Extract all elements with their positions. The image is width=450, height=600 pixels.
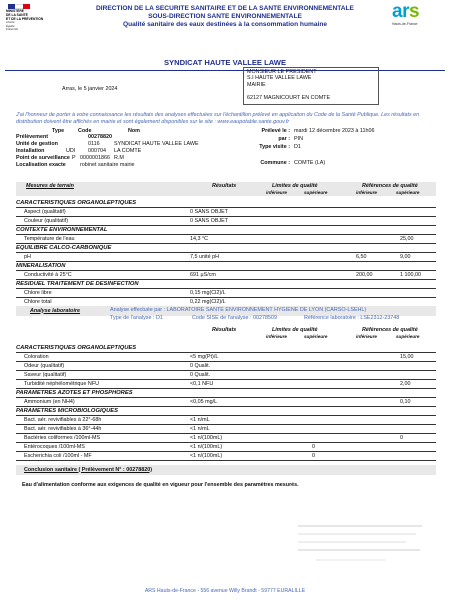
terrain-sub-sup: supérieure: [304, 190, 328, 195]
meta-right-row: [250, 144, 440, 160]
table-row: [16, 235, 436, 244]
meta-right-label: Commune :: [260, 160, 290, 166]
section-header: CARACTERISTIQUES ORGANOLEPTIQUES: [16, 199, 436, 208]
param-result: <1 n/(100mL): [190, 453, 223, 459]
ref-sup: 25,00: [400, 236, 414, 242]
param-name: Chlore total: [24, 299, 52, 305]
table-row: [16, 271, 436, 280]
labo-col-refs: Références de qualité: [362, 327, 418, 333]
header-line-2: SOUS-DIRECTION SANTE ENVIRONNEMENTALE: [148, 12, 302, 20]
table-row: [16, 371, 436, 380]
ref-sup: 0: [400, 435, 403, 441]
labo-sub-sup: supérieure: [304, 334, 328, 339]
table-row: [16, 289, 436, 298]
conclusion-text: Eau d'alimentation conforme aux exigences de qualité en vigueur pour l'ensemble des paramètres mesurés.: [22, 482, 299, 488]
table-row: [16, 217, 436, 226]
meta-right-row: [250, 160, 440, 168]
param-name: Ammonium (en NH4): [24, 399, 75, 405]
labo-col-limits: Limites de qualité: [272, 327, 318, 333]
meta-row: [16, 141, 236, 148]
param-name: Saveur (qualitatif): [24, 372, 67, 378]
param-name: Bact. aér. revivifiables à 22°-68h: [24, 417, 102, 423]
ars-logo: ars Hauts-de-France: [392, 2, 444, 32]
section-header: MINERALISATION: [16, 262, 436, 271]
address-box: [243, 67, 379, 105]
labo-sub-inf: inférieure: [356, 334, 377, 339]
param-result: <1 n/(100mL): [190, 444, 223, 450]
footer: ARS Hauts-de-France - 556 avenue Willy Brandt - 59777 EURALILLE: [144, 588, 306, 594]
signature-icon: [296, 520, 426, 570]
table-row: [16, 208, 436, 217]
table-row: [16, 398, 436, 407]
signature-stamp: [296, 520, 426, 570]
table-row: [16, 362, 436, 371]
param-name: Aspect (qualitatif): [24, 209, 66, 215]
ref-inf: 6,50: [356, 254, 367, 260]
conclusion-title: Conclusion sanitaire ( Prélèvement N° : 00278820): [24, 466, 152, 473]
intro-text: J'ai l'honneur de porter à votre connaissance les résultats des analyses effectuées sur l'échantillon prélevé en application du Code de la Santé Publique. Les résultats en distribution doivent être affichés en mairie et sont également disponibles sur le site : www.eaupotable.sante.gouv.fr: [16, 112, 420, 125]
meta-code: 000704: [88, 148, 106, 154]
table-row: [16, 253, 436, 262]
param-result: <0,1 NFU: [190, 381, 214, 387]
table-row: [16, 353, 436, 362]
labo-line-2: [110, 315, 430, 322]
ref-sup: 2,00: [400, 381, 411, 387]
param-name: Turbidité néphélométrique NFU: [24, 381, 100, 387]
terrain-header: [16, 182, 436, 196]
param-name: Température de l'eau: [24, 236, 75, 242]
section-header: CONTEXTE ENVIRONNEMENTAL: [16, 226, 436, 235]
param-result: 0 SANS OBJET: [190, 218, 229, 224]
header-line-3: Qualité sanitaire des eaux destinées à la consommation humaine: [122, 20, 328, 28]
labo-ref: Référence laboratoire : LSE2312-23748: [304, 315, 400, 321]
address-line: 62127 MAGNICOURT EN COMTE: [247, 94, 331, 101]
meta-right-value: PIN: [294, 136, 303, 142]
terrain-sub-inf: inférieure: [266, 190, 287, 195]
param-result: 0,15 mg(Cl2)/L: [190, 290, 226, 296]
param-result: 7,5 unité pH: [190, 254, 220, 260]
ref-sup: 1 100,00: [400, 272, 421, 278]
param-result: 0 Qualit.: [190, 372, 211, 378]
meta-type: UDI: [66, 148, 76, 154]
labo-sub-inf: inférieure: [266, 334, 287, 339]
meta-right-label: par :: [278, 136, 290, 142]
terrain-col-limits: Limites de qualité: [272, 183, 318, 189]
param-result: <0,05 mg/L: [190, 399, 218, 405]
labo-code-sise: Code SISE de l'analyse : 00278509: [192, 315, 277, 321]
terrain-sub-sup: supérieure: [396, 190, 420, 195]
syndicat-title: SYNDICAT HAUTE VALLEE LAWE: [5, 52, 445, 71]
meta-right-value: COMTE (LA): [294, 160, 326, 166]
meta-right-value: mardi 12 décembre 2023 à 11h06: [294, 128, 375, 134]
ref-sup: 0,10: [400, 399, 411, 405]
param-result: <1 n/mL: [190, 417, 210, 423]
section-header: PARAMETRES MICROBIOLOGIQUES: [16, 407, 436, 416]
param-name: Bact. aér. revivifiables à 36°-44h: [24, 426, 102, 432]
meta-right-label: Type visite :: [259, 144, 290, 150]
param-name: Couleur (qualitatif): [24, 218, 69, 224]
meta-label: Unité de gestion: [16, 141, 58, 147]
conclusion-header: [16, 465, 436, 475]
meta-right-row: [250, 128, 440, 136]
param-name: pH: [24, 254, 31, 260]
table-row: [16, 425, 436, 434]
terrain-table: [16, 199, 436, 307]
meta-row: [16, 134, 236, 141]
ref-sup: 9,00: [400, 254, 411, 260]
limit-sup: 0: [312, 453, 315, 459]
meta-right-value: D1: [294, 144, 301, 150]
meta-label: Localisation exacte: [16, 162, 66, 168]
meta-label: Prélèvement: [16, 134, 49, 140]
table-row: [16, 380, 436, 389]
param-name: Odeur (qualitatif): [24, 363, 65, 369]
labo-title: Analyse laboratoire: [30, 307, 81, 314]
labo-sub-sup: supérieure: [396, 334, 420, 339]
param-result: 0 Qualit.: [190, 363, 211, 369]
table-row: [16, 434, 436, 443]
ref-sup: 15,00: [400, 354, 414, 360]
table-row: [16, 452, 436, 461]
section-header: CARACTERISTIQUES ORGANOLEPTIQUES: [16, 344, 436, 353]
section-header: PARAMETRES AZOTES ET PHOSPHORES: [16, 389, 436, 398]
meta-right-label: Prélevé le :: [261, 128, 290, 134]
meta-row: [16, 162, 236, 169]
param-result: 0 SANS OBJET: [190, 209, 229, 215]
table-row: [16, 443, 436, 452]
section-header: EQUILIBRE CALCO-CARBONIQUE: [16, 244, 436, 253]
labo-line-1: Analyse effectuée par : LABORATOIRE SANTE ENVIRONNEMENT HYGIENE DE LYON (CARSO-LSEHL): [110, 307, 367, 313]
param-name: Conductivité à 25°C: [24, 272, 72, 278]
param-name: Escherichia coli /100ml - MF: [24, 453, 92, 459]
ars-region-text: Hauts-de-France: [392, 22, 418, 26]
ref-inf: 200,00: [356, 272, 373, 278]
meta-code: 0000001866: [80, 155, 110, 161]
meta-col-type: Type: [52, 128, 65, 134]
meta-label: Installation: [16, 148, 45, 154]
param-name: Chlore libre: [24, 290, 52, 296]
limit-sup: 0: [312, 444, 315, 450]
labo-col-header: [16, 326, 436, 340]
meta-label: Point de surveillance: [16, 155, 70, 161]
date-line: Arras, le 5 janvier 2024: [62, 86, 118, 92]
ministry-logo: MINISTÈRE DE LA SANTÉ ET DE LA PRÉVENTION Liberté Égalité Fraternité: [6, 4, 56, 32]
meta-row: [16, 148, 236, 155]
param-name: Bactéries coliformes /100ml-MS: [24, 435, 101, 441]
address-line: S.I HAUTE VALLEE LAWE: [247, 75, 312, 82]
address-line: MONSIEUR LE PRESIDENT: [247, 69, 317, 75]
meta-nom: SYNDICAT HAUTE VALLEE LAWE: [114, 141, 199, 147]
header-line-1: DIRECTION DE LA SECURITE SANITAIRE ET DE LA SANTE ENVIRONNEMENTALE: [96, 5, 354, 12]
param-result: <5 mg(Pt)/L: [190, 354, 219, 360]
address-line: MAIRIE: [247, 81, 266, 88]
labo-col-results: Résultats: [212, 327, 237, 333]
meta-row: [16, 155, 236, 162]
meta-type: P: [72, 155, 76, 161]
labo-table: [16, 344, 436, 461]
param-result: <1 n/(100mL): [190, 435, 223, 441]
terrain-col-results: Résultats: [212, 183, 237, 189]
meta-right: [250, 128, 440, 168]
section-header: RESIDUEL TRAITEMENT DE DESINFECTION: [16, 280, 436, 289]
meta-nom: R.M: [114, 155, 124, 161]
param-result: 0,22 mg(Cl2)/L: [190, 299, 226, 305]
meta-right-row: [250, 136, 440, 144]
terrain-sub-inf: inférieure: [356, 190, 377, 195]
terrain-title: Mesures de terrain: [26, 183, 74, 189]
meta-code: 00278820: [88, 134, 112, 140]
param-name: Entérocoques /100ml-MS: [24, 444, 85, 450]
meta-col-code: Code: [78, 128, 92, 134]
meta-col-nom: Nom: [128, 128, 140, 134]
meta-code: robinet sanitaire mairie: [80, 162, 135, 168]
param-result: <1 n/mL: [190, 426, 210, 432]
meta-code: 0116: [88, 141, 100, 147]
param-result: 691 µS/cm: [190, 272, 216, 278]
meta-nom: LA COMTE: [114, 148, 142, 154]
param-name: Coloration: [24, 354, 49, 360]
table-row: [16, 416, 436, 425]
param-result: 14,3 °C: [190, 236, 209, 242]
terrain-col-refs: Références de qualité: [362, 183, 418, 189]
labo-type: Type de l'analyse : D1: [110, 315, 163, 321]
meta-table: [16, 134, 236, 169]
